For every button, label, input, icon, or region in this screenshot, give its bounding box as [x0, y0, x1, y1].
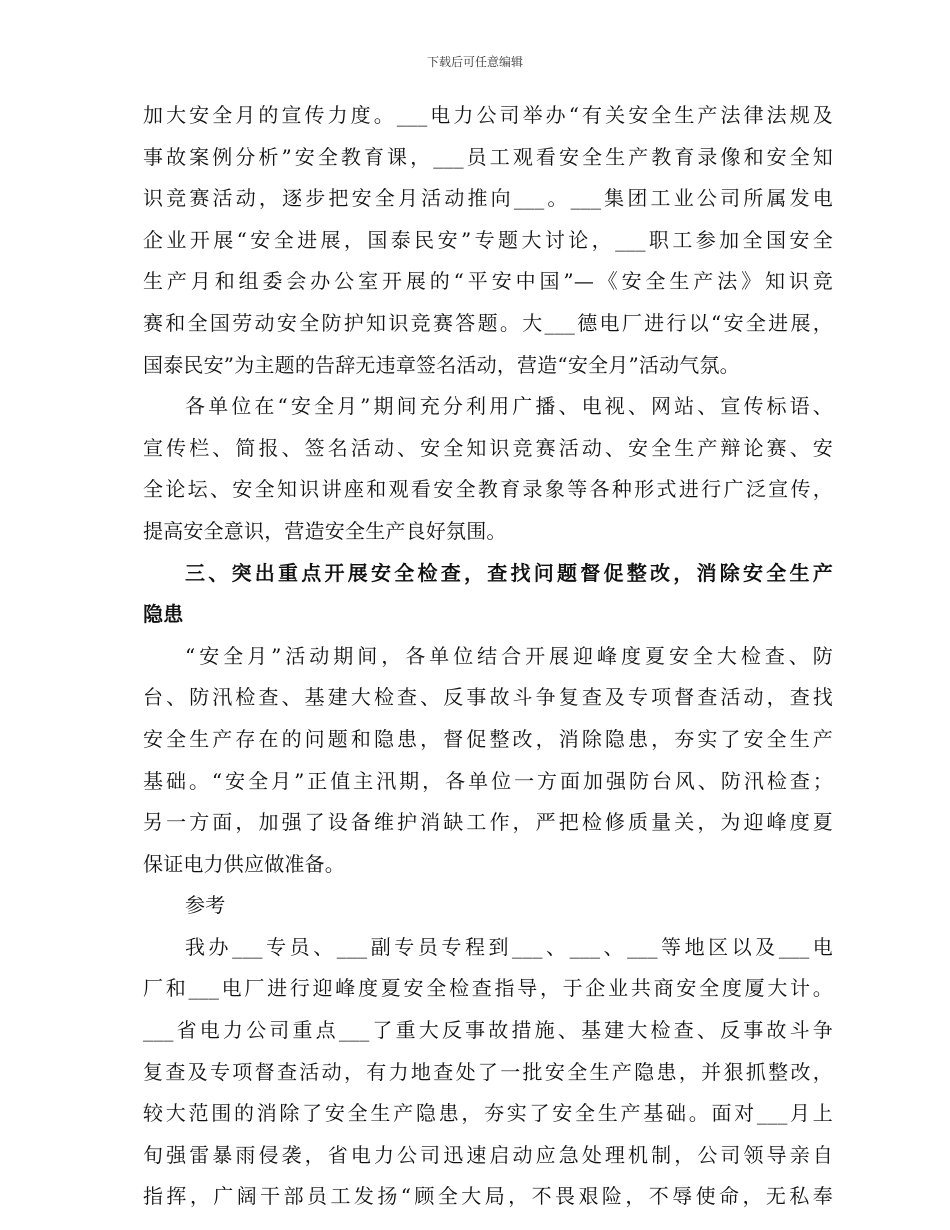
text-line: 指挥，广阔干部员工发扬“顾全大局，不畏艰险，不辱使命，无私奉 [143, 1184, 833, 1209]
text-line: 较大范围的消除了安全生产隐患，夯实了安全生产基础。面对___月上 [143, 1101, 833, 1126]
text-line: “安全月”活动期间，各单位结合开展迎峰度夏安全大检查、防 [185, 643, 833, 668]
text-line: 基础。“安全月”正值主汛期，各单位一方面加强防台风、防汛检查； [143, 768, 833, 793]
text-line: 台、防汛检查、基建大检查、反事故斗争复查及专项督查活动，查找 [143, 685, 833, 710]
text-line: 安全生产存在的问题和隐患，督促整改，消除隐患，夯实了安全生产 [143, 726, 833, 751]
text-line: 旬强雷暴雨侵袭，省电力公司迅速启动应急处理机制，公司领导亲自 [143, 1142, 833, 1167]
document-body [143, 95, 833, 1218]
text-line: 复查及专项督查活动，有力地查处了一批安全生产隐患，并狠抓整改， [143, 1059, 833, 1084]
text-line: 宣传栏、简报、签名活动、安全知识竞赛活动、安全生产辩论赛、安 [143, 435, 833, 460]
section-heading-line: 隐患 [143, 602, 184, 627]
text-line: 识竞赛活动，逐步把安全月活动推向___。___集团工业公司所属发电 [143, 186, 833, 211]
text-line: 各单位在“安全月”期间充分利用广播、电视、网站、宣传标语、 [185, 394, 833, 419]
text-line: 厂和___电厂进行迎峰度夏安全检查指导，于企业共商安全度厦大计。 [143, 976, 833, 1001]
text-line: 赛和全国劳动安全防护知识竞赛答题。大___德电厂进行以“安全进展， [143, 310, 833, 335]
text-line: 参考 [185, 893, 226, 918]
text-line: 事故案例分析”安全教育课，___员工观看安全生产教育录像和安全知 [143, 144, 833, 169]
text-line: 我办___专员、___副专员专程到___、___、___等地区以及___电 [185, 934, 833, 959]
text-line: 加大安全月的宣传力度。___电力公司举办“有关安全生产法律法规及 [143, 103, 833, 127]
text-line: ___省电力公司重点___了重大反事故措施、基建大检查、反事故斗争 [143, 1018, 833, 1043]
text-line: 全论坛、安全知识讲座和观看安全教育录象等各种形式进行广泛宣传， [143, 477, 833, 502]
text-line: 国泰民安”为主题的告辞无违章签名活动，营造“安全月”活动气氛。 [143, 352, 740, 377]
section-heading-line: 三、突出重点开展安全检查，查找问题督促整改，消除安全生产 [185, 560, 833, 585]
page-header: 下载后可任意编辑 [426, 55, 523, 69]
text-line: 保证电力供应做准备。 [143, 851, 345, 876]
text-line: 企业开展“安全进展，国泰民安”专题大讨论，___职工参加全国安全 [143, 227, 833, 252]
text-line: 生产月和组委会办公室开展的“平安中国”—《安全生产法》知识竞 [143, 269, 833, 294]
text-line: 另一方面，加强了设备维护消缺工作，严把检修质量关，为迎峰度夏 [143, 810, 833, 835]
text-line: 提高安全意识，营造安全生产良好氛围。 [143, 518, 507, 543]
